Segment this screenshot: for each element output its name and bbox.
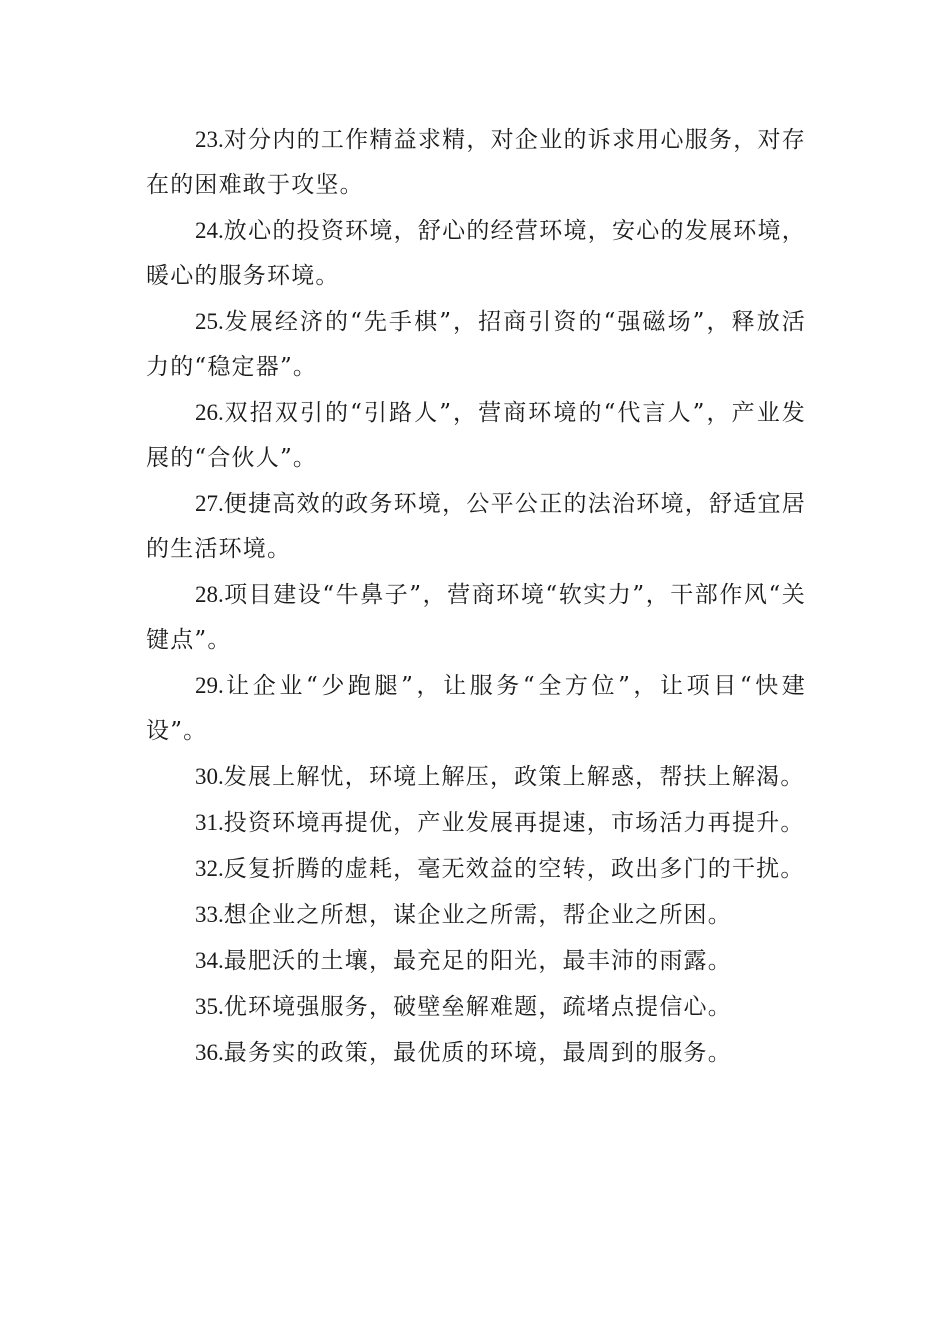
document-body — [146, 117, 806, 1076]
item-number: 24. — [195, 218, 224, 243]
list-item-23 — [146, 117, 806, 208]
item-text: 优环境强服务，破壁垒解难题，疏堵点提信心。 — [223, 994, 732, 1020]
list-item-33 — [146, 892, 806, 938]
list-item-25 — [146, 299, 806, 390]
item-text: 便捷高效的政务环境，公平公正的法治环境，舒适宜居的生活环境。 — [146, 491, 806, 562]
item-text: 反复折腾的虚耗，毫无效益的空转，政出多门的干扰。 — [223, 856, 805, 882]
item-text: 发展经济的“先手棋”，招商引资的“强磁场”，释放活力的“稳定器”。 — [146, 309, 806, 380]
item-number: 28. — [195, 582, 224, 607]
item-number: 23. — [195, 127, 224, 152]
item-number: 25. — [195, 309, 224, 334]
list-item-31 — [146, 800, 806, 846]
item-number: 30. — [195, 764, 224, 789]
item-number: 35. — [195, 994, 224, 1019]
list-item-26 — [146, 390, 806, 481]
item-number: 29. — [195, 673, 224, 698]
list-item-27 — [146, 481, 806, 572]
item-text: 最务实的政策，最优质的环境，最周到的服务。 — [223, 1040, 732, 1066]
item-text: 项目建设“牛鼻子”，营商环境“软实力”，干部作风“关键点”。 — [146, 582, 806, 653]
list-item-28 — [146, 572, 806, 663]
list-item-30 — [146, 754, 806, 800]
item-text: 投资环境再提优，产业发展再提速，市场活力再提升。 — [223, 810, 805, 836]
item-text: 放心的投资环境，舒心的经营环境，安心的发展环境，暖心的服务环境。 — [146, 218, 806, 289]
list-item-32 — [146, 846, 806, 892]
item-number: 33. — [195, 902, 224, 927]
item-number: 36. — [195, 1040, 224, 1065]
item-number: 31. — [195, 810, 224, 835]
item-number: 34. — [195, 948, 224, 973]
list-item-34 — [146, 938, 806, 984]
item-number: 26. — [195, 400, 224, 425]
item-number: 32. — [195, 856, 224, 881]
item-text: 让企业“少跑腿”，让服务“全方位”，让项目“快建设”。 — [146, 673, 806, 744]
item-text: 想企业之所想，谋企业之所需，帮企业之所困。 — [223, 902, 732, 928]
list-item-29 — [146, 663, 806, 754]
item-text: 对分内的工作精益求精，对企业的诉求用心服务，对存在的困难敢于攻坚。 — [146, 127, 806, 198]
list-item-36 — [146, 1030, 806, 1076]
list-item-35 — [146, 984, 806, 1030]
item-number: 27. — [195, 491, 224, 516]
item-text: 发展上解忧，环境上解压，政策上解惑，帮扶上解渴。 — [223, 764, 805, 790]
item-text: 双招双引的“引路人”，营商环境的“代言人”，产业发展的“合伙人”。 — [146, 400, 806, 471]
item-text: 最肥沃的土壤，最充足的阳光，最丰沛的雨露。 — [223, 948, 732, 974]
list-item-24 — [146, 208, 806, 299]
